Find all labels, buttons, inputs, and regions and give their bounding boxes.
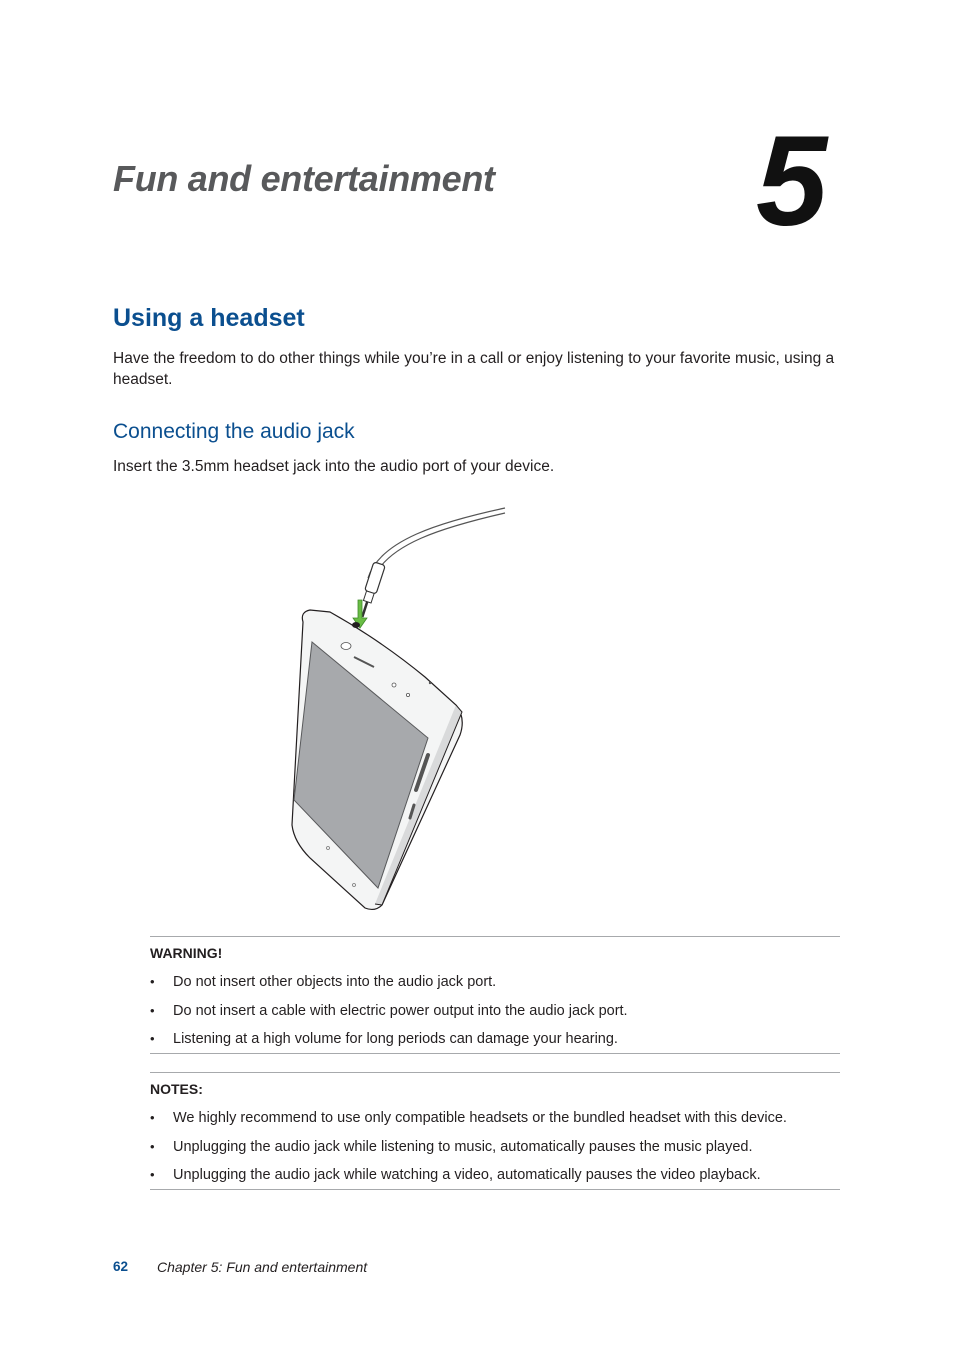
notes-list [150, 1109, 840, 1195]
section-heading: Using a headset [113, 304, 305, 332]
subsection-instruction: Insert the 3.5mm headset jack into the audio port of your device. [113, 458, 555, 475]
warning-item-text: Listening at a high volume for long periods can damage your hearing. [173, 1031, 618, 1047]
notes-box [150, 1072, 840, 1190]
bullet: • [150, 1167, 155, 1182]
bullet: • [150, 1002, 155, 1018]
notes-title: NOTES: [150, 1081, 203, 1097]
warning-item [150, 973, 840, 1002]
warning-item [150, 1030, 840, 1059]
notes-item-text: Unplugging the audio jack while listening to music, automatically pauses the music played. [173, 1138, 753, 1155]
footer-chapter-label: Chapter 5: Fun and entertainment [157, 1259, 368, 1275]
chapter-number: 5 [756, 110, 828, 253]
warning-item-text: Do not insert a cable with electric power output into the audio jack port. [173, 1002, 628, 1019]
notes-item-text: Unplugging the audio jack while watching a video, automatically pauses the video playback. [173, 1167, 761, 1183]
warning-title: WARNING! [150, 945, 223, 961]
bullet: • [150, 1110, 155, 1125]
notes-item [150, 1166, 840, 1195]
bullet: • [150, 1031, 155, 1046]
page-number: 62 [113, 1259, 129, 1274]
headset-jack-illustration [270, 500, 520, 920]
chapter-title: Fun and entertainment [113, 158, 495, 199]
warning-item-text: Do not insert other objects into the audio jack port. [173, 974, 497, 990]
subsection-heading: Connecting the audio jack [113, 420, 355, 443]
phone-device [292, 610, 462, 909]
warning-list [150, 973, 840, 1059]
bullet: • [150, 1138, 155, 1154]
notes-item-text: We highly recommend to use only compatible headsets or the bundled headset with this device. [173, 1110, 787, 1126]
section-intro: Have the freedom to do other things while you’re in a call or enjoy listening to your favorite music, using a headset. [113, 350, 835, 388]
bullet: • [150, 974, 155, 989]
notes-item [150, 1138, 840, 1167]
warning-box [150, 936, 840, 1054]
notes-item [150, 1109, 840, 1138]
warning-item [150, 1002, 840, 1031]
